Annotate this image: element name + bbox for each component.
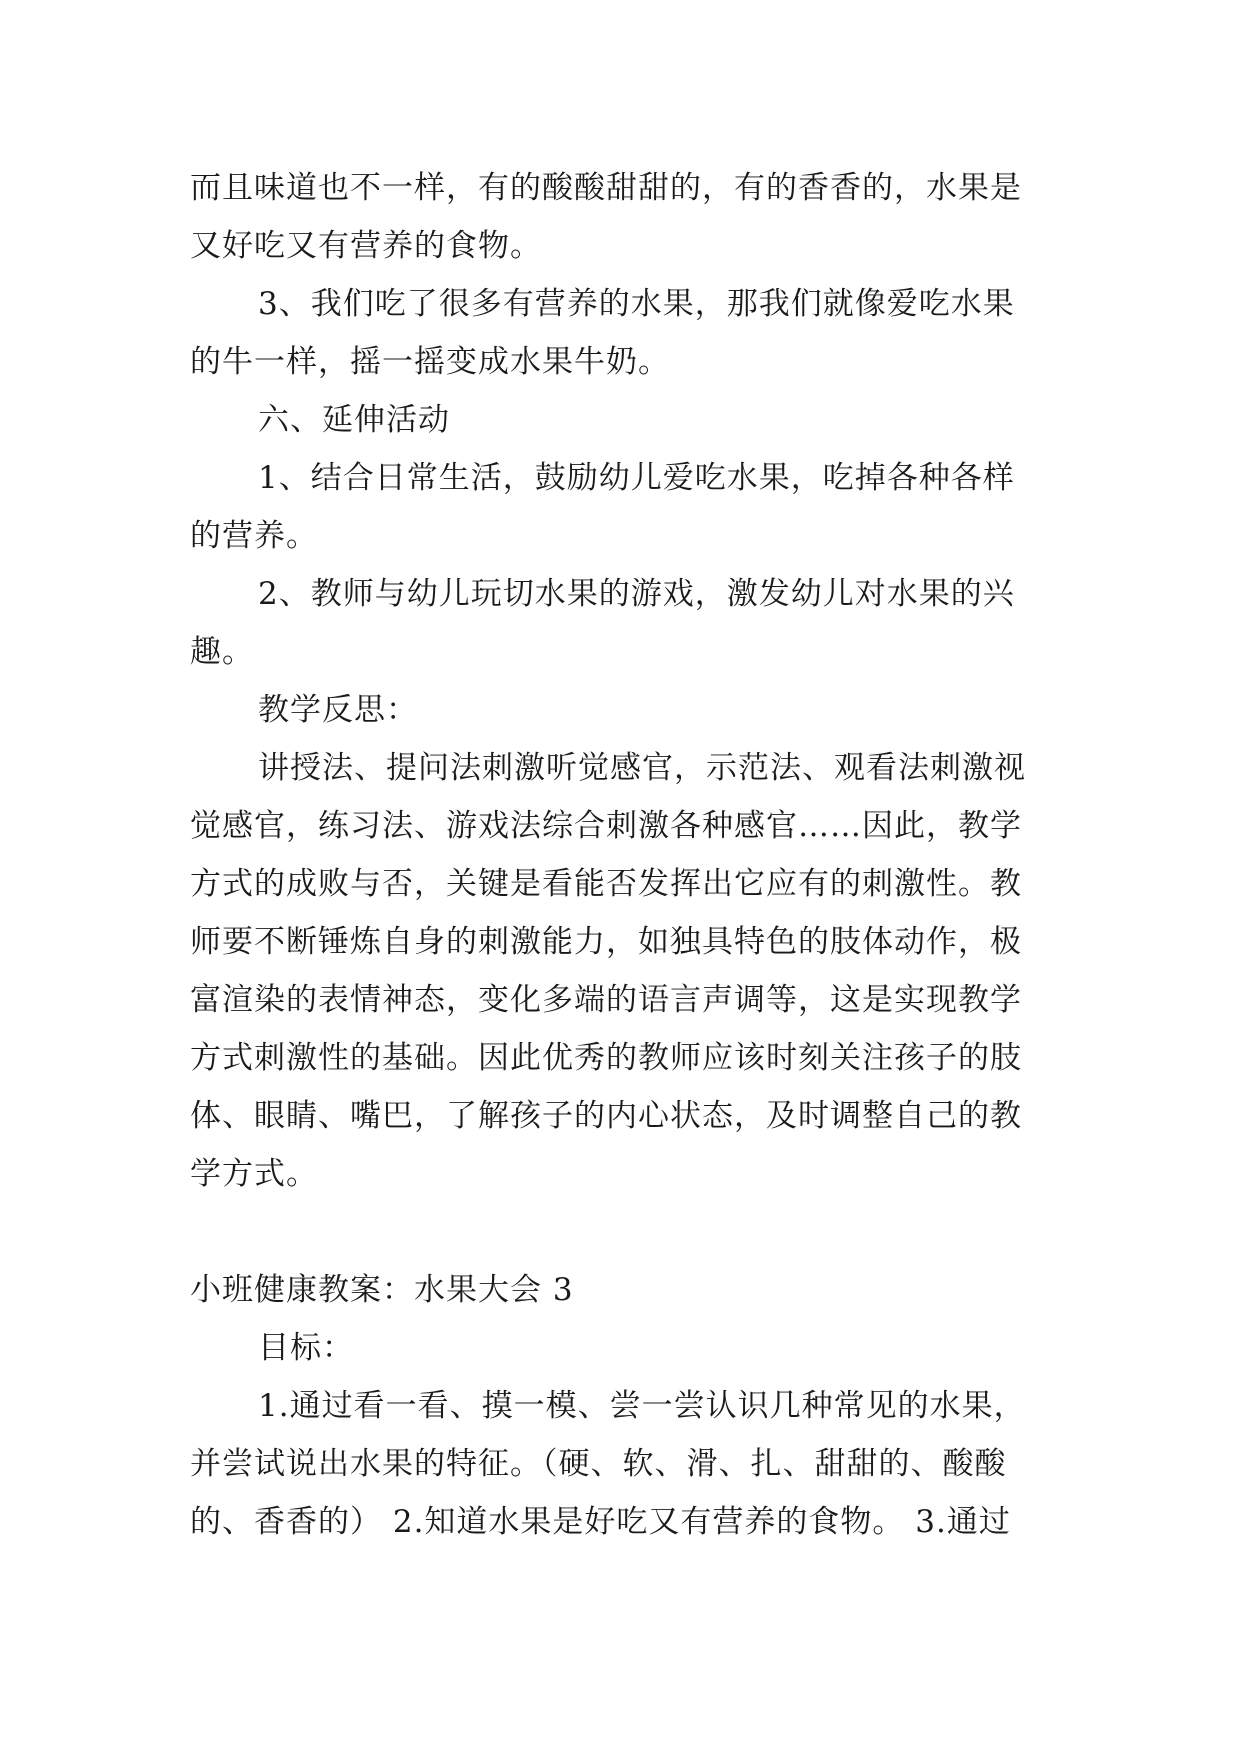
- text-line: 2、教师与幼儿玩切水果的游戏，激发幼儿对水果的兴: [258, 576, 1015, 612]
- text-line: 又好吃又有营养的食物。: [190, 228, 542, 264]
- lesson-title: 小班健康教案：水果大会 3: [190, 1272, 574, 1308]
- text-line: 并尝试说出水果的特征。（硬、软、滑、扎、甜甜的、酸酸: [190, 1446, 1007, 1482]
- text-line: 讲授法、提问法刺激听觉感官，示范法、观看法刺激视: [258, 750, 1026, 786]
- text-line: 趣。: [190, 634, 254, 670]
- text-line: 而且味道也不一样，有的酸酸甜甜的，有的香香的，水果是: [190, 170, 1022, 206]
- section-heading: 目标：: [258, 1330, 354, 1366]
- text-line: 觉感官，练习法、游戏法综合刺激各种感官……因此，教学: [190, 808, 1022, 844]
- text-line: 方式的成败与否，关键是看能否发挥出它应有的刺激性。教: [190, 866, 1022, 902]
- section-heading: 六、延伸活动: [258, 402, 450, 438]
- text-line: 的营养。: [190, 518, 318, 554]
- text-line: 的、香香的） 2.知道水果是好吃又有营养的食物。 3.通过: [190, 1504, 1011, 1540]
- text-line: 3、我们吃了很多有营养的水果，那我们就像爱吃水果: [258, 286, 1015, 322]
- text-line: 方式刺激性的基础。因此优秀的教师应该时刻关注孩子的肢: [190, 1040, 1022, 1076]
- section-heading: 教学反思：: [258, 692, 418, 728]
- text-line: 体、眼睛、嘴巴，了解孩子的内心状态，及时调整自己的教: [190, 1098, 1022, 1134]
- text-line: 1、结合日常生活，鼓励幼儿爱吃水果，吃掉各种各样: [258, 460, 1015, 496]
- text-line: 学方式。: [190, 1156, 318, 1192]
- text-line: 的牛一样，摇一摇变成水果牛奶。: [190, 344, 670, 380]
- text-line: 1.通过看一看、摸一模、尝一尝认识几种常见的水果，: [258, 1388, 1026, 1424]
- text-line: 富渲染的表情神态，变化多端的语言声调等，这是实现教学: [190, 982, 1022, 1018]
- text-line: 师要不断锤炼自身的刺激能力，如独具特色的肢体动作，极: [190, 924, 1022, 960]
